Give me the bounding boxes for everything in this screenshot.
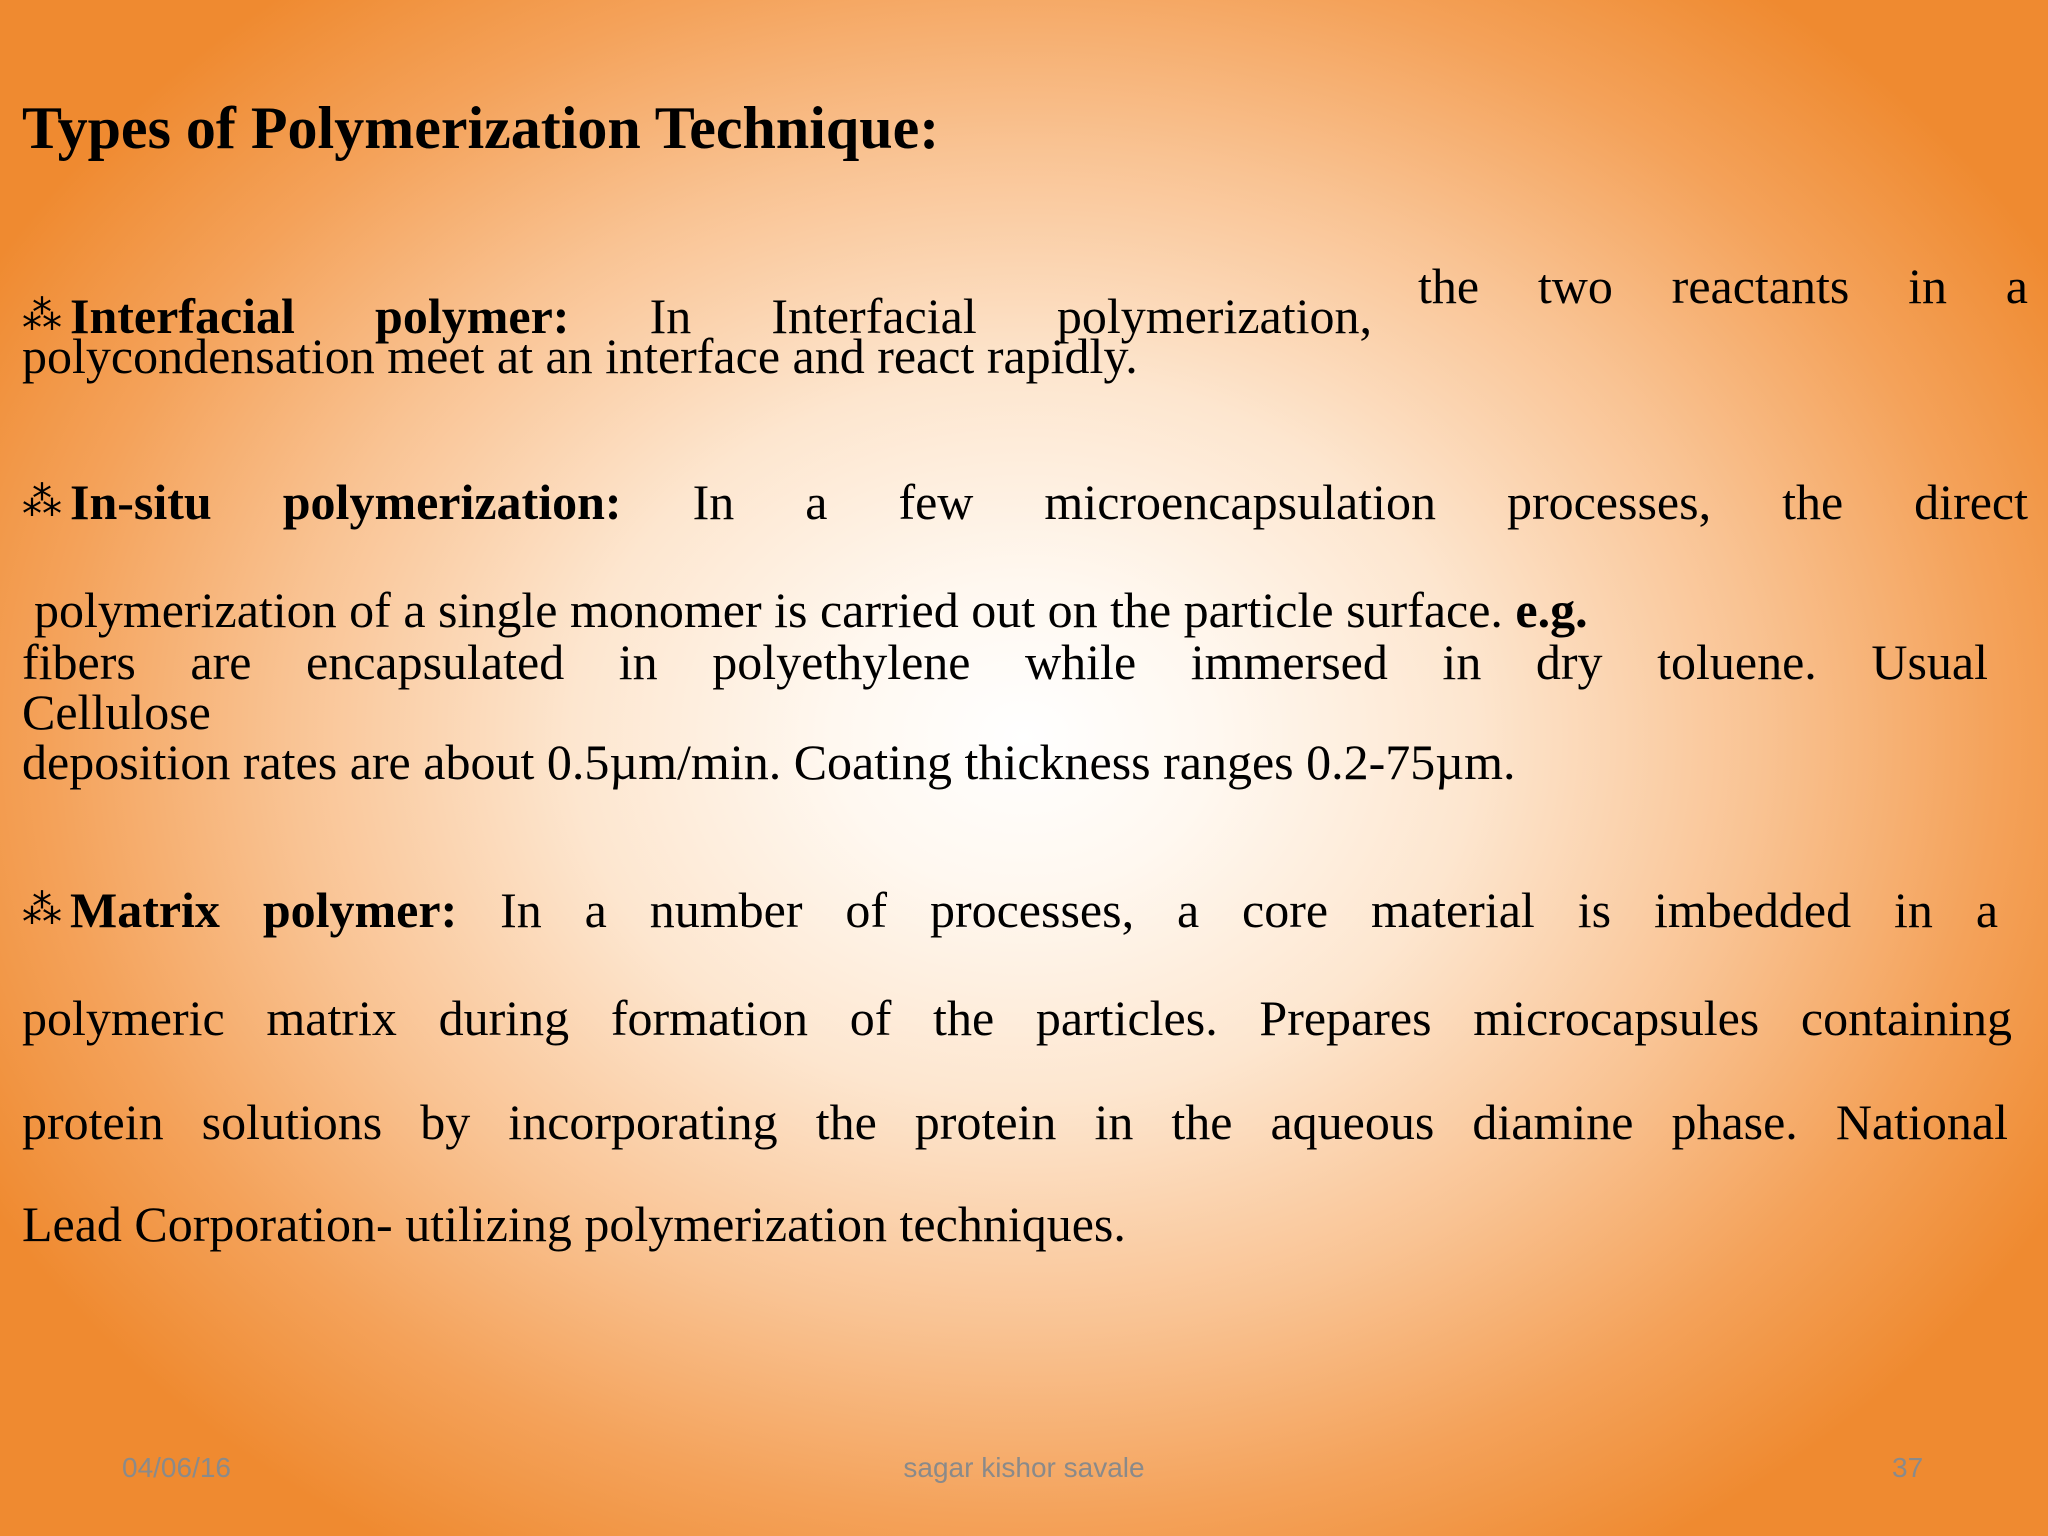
interfacial-continuation: the two reactants in a (1418, 258, 2028, 314)
in-situ-line-3: fibers are encapsulated in polyethylene while immersed in dry toluene. Usual (22, 634, 1988, 690)
in-situ-line-2: polymerization of a single monomer is carried out on the particle surface. (34, 582, 1503, 638)
matrix-line-3: protein solutions by incorporating the protein in the aqueous diamine phase. National (22, 1094, 2008, 1150)
matrix-line-4: Lead Corporation- utilizing polymerization techniques. (22, 1196, 1126, 1252)
interfacial-intro: In Interfacial polymerization, (649, 288, 1373, 344)
slide-title: Types of Polymerization Technique: (22, 95, 940, 161)
footer-date: 04/06/16 (122, 1452, 231, 1483)
in-situ-line-1: In a few microencapsulation processes, the direct (692, 474, 2028, 530)
footer-author: sagar kishor savale (903, 1452, 1145, 1483)
in-situ-term: In-situ polymerization: (70, 474, 622, 530)
in-situ-heading-line (22, 472, 2028, 532)
in-situ-line-5: deposition rates are about 0.5µm/min. Coating thickness ranges 0.2-75µm. (22, 734, 1516, 790)
bullet-icon: ⁂ (22, 887, 56, 933)
in-situ-line-4: Cellulose (22, 684, 211, 740)
bullet-icon: ⁂ (22, 293, 56, 339)
in-situ-line-2-wrap (34, 580, 1588, 640)
bullet-icon: ⁂ (22, 479, 56, 525)
in-situ-eg: e.g. (1515, 582, 1588, 638)
matrix-heading-line (22, 880, 1998, 940)
matrix-term: Matrix polymer: (70, 882, 458, 938)
footer-page-number: 37 (1892, 1452, 1924, 1483)
interfacial-term: Interfacial polymer: (70, 288, 570, 344)
interfacial-line-2: polycondensation meet at an interface and react rapidly. (22, 328, 1138, 384)
matrix-line-1: In a number of processes, a core material is imbedded in a (500, 882, 1999, 938)
matrix-line-2: polymeric matrix during formation of the particles. Prepares microcapsules containing (22, 990, 2012, 1046)
